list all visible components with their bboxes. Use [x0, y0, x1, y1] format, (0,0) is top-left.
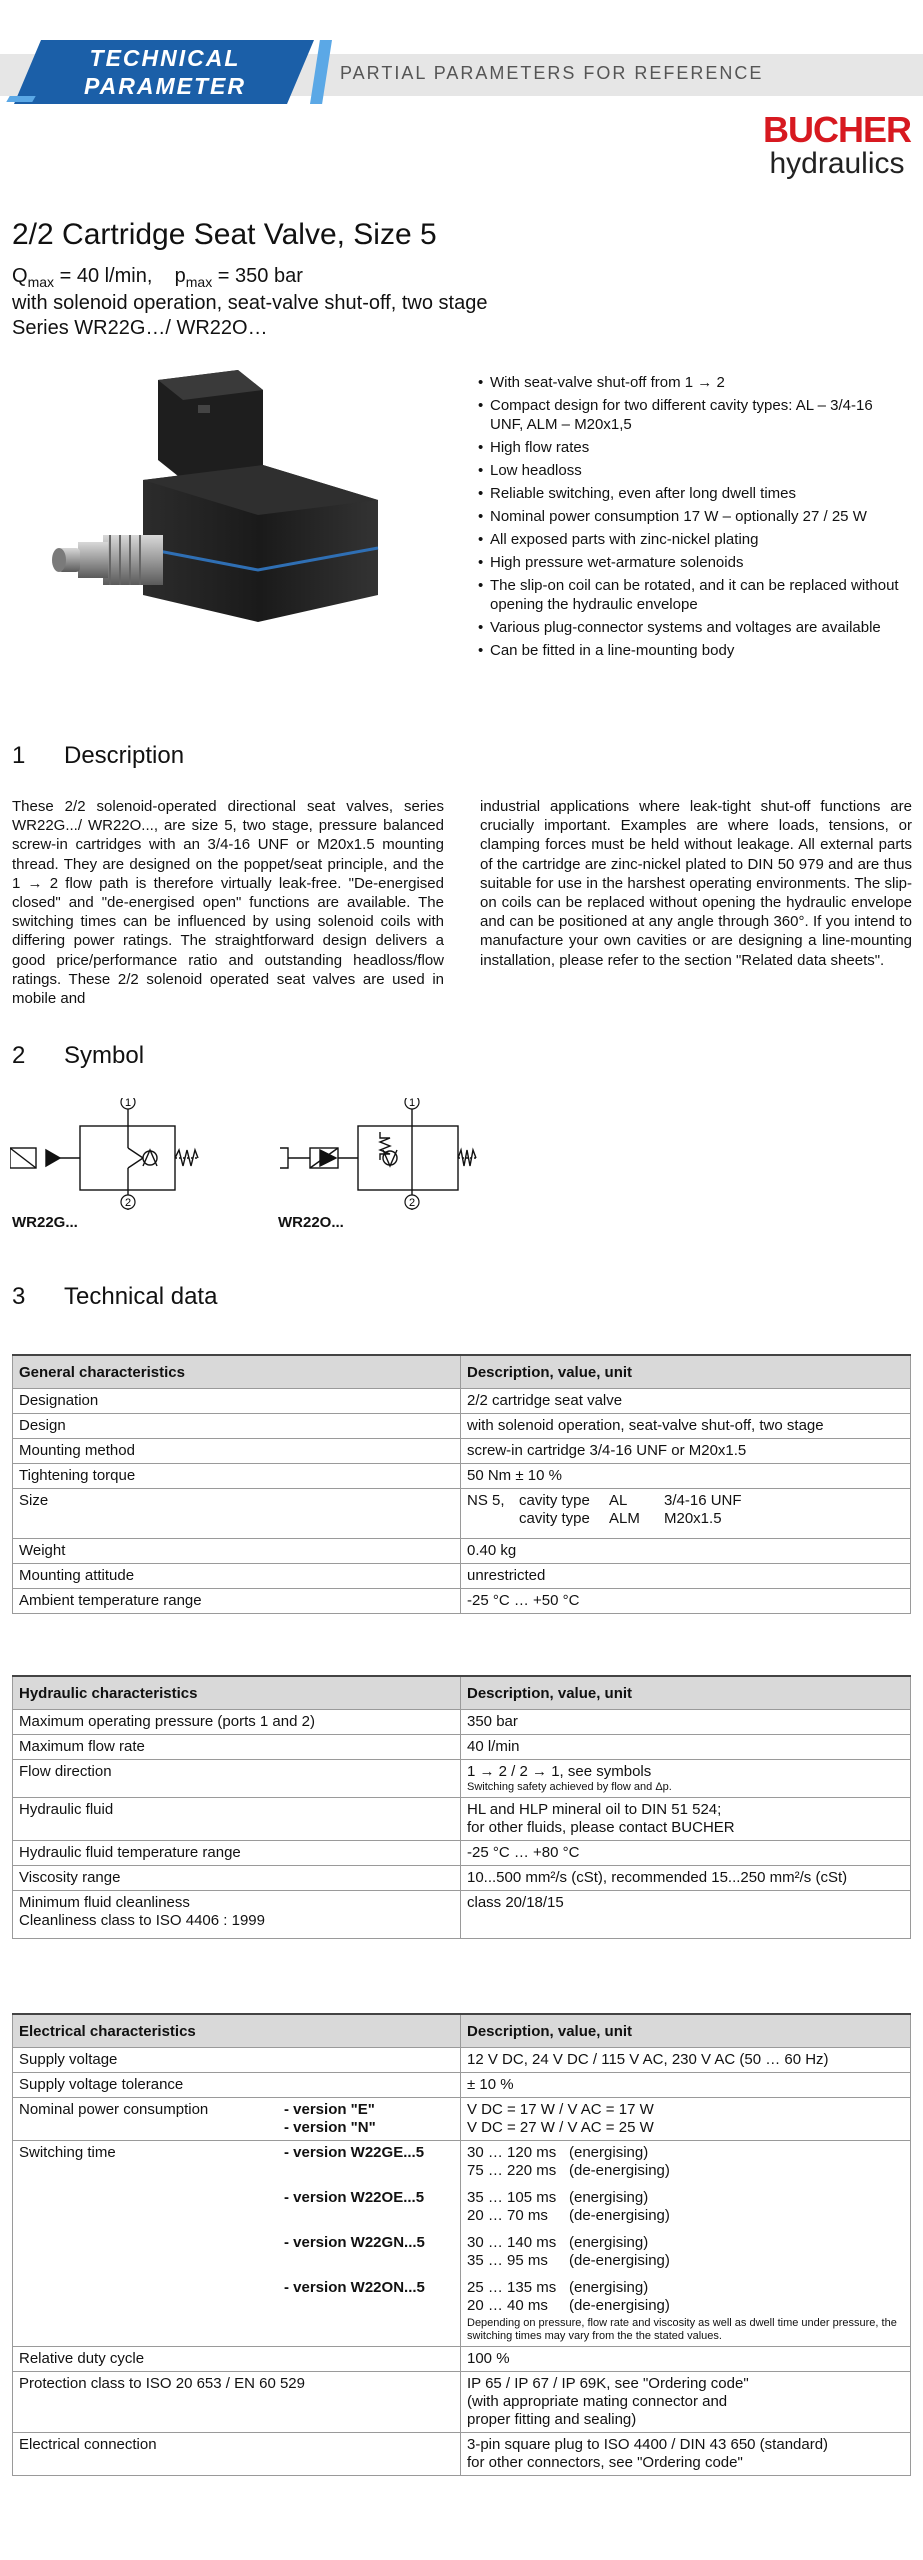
de-energising-word: (de-energising)	[569, 2207, 670, 2224]
table-cell-label: Mounting attitude	[13, 1564, 461, 1589]
protection-line-3: proper fitting and sealing)	[467, 2411, 637, 2428]
power-version-e: - version "E"	[284, 2101, 375, 2118]
switch-de-energising: 35 … 95 ms	[467, 2252, 548, 2269]
table-header-cell: General characteristics	[13, 1355, 461, 1389]
table-cell-value	[461, 1489, 911, 1539]
switch-version: - version W22GN...5	[284, 2234, 425, 2251]
table-row	[13, 2141, 911, 2347]
table-row	[13, 1798, 911, 1841]
cavity-al: AL	[609, 1492, 628, 1509]
table-header-cell: Description, value, unit	[461, 2014, 911, 2048]
port-1-label: 1	[408, 1098, 416, 1109]
table-row	[13, 2073, 911, 2098]
energising-word: (energising)	[569, 2279, 649, 2296]
cavity-alm: ALM	[609, 1510, 640, 1527]
cavity-alm-value: M20x1.5	[664, 1510, 722, 1527]
table-cell-label: Size	[13, 1489, 461, 1539]
q-label: Q	[12, 265, 28, 287]
symbol-wr22g	[10, 1098, 200, 1213]
feature-item: • Various plug-connector systems and voltages are available	[478, 618, 908, 637]
table-cell-value: ± 10 %	[461, 2073, 911, 2098]
switch-version: - version W22GE...5	[284, 2144, 425, 2161]
switch-version: - version W22ON...5	[284, 2279, 425, 2296]
table-cell-value	[461, 1760, 911, 1798]
table-cell-label: Protection class to ISO 20 653 / EN 60 529	[13, 2372, 461, 2433]
logo-bottom: hydraulics	[769, 147, 905, 180]
section-number: 2	[12, 1042, 26, 1069]
feature-item: • Nominal power consumption 17 W – optionally 27 / 25 W	[478, 507, 908, 526]
cleanliness-label-1: Minimum fluid cleanliness	[19, 1894, 190, 1911]
badge-line-1: TECHNICAL	[89, 45, 241, 71]
power-value-n: V DC = 27 W / V AC = 25 W	[467, 2119, 654, 2136]
switch-energising: 25 … 135 ms	[467, 2279, 557, 2296]
electrical-characteristics-table	[12, 2013, 911, 2476]
logo-top: BUCHER	[762, 109, 911, 150]
series-line: Series WR22G…/ WR22O…	[12, 317, 268, 339]
power-versions	[284, 2101, 454, 2137]
flow-direction-note: Switching safety achieved by flow and Δp.	[467, 1781, 672, 1793]
table-cell-label	[13, 2098, 461, 2141]
feature-item: • The slip-on coil can be rotated, and it can be replaced without opening the hydraulic envelope	[478, 576, 908, 614]
table-cell-label: Electrical connection	[13, 2433, 461, 2476]
table-row	[13, 1589, 911, 1614]
feature-item: • High pressure wet-armature solenoids	[478, 553, 908, 572]
table-row	[13, 2347, 911, 2372]
table-cell-value: 0.40 kg	[461, 1539, 911, 1564]
bucher-logo	[762, 109, 911, 180]
table-cell-value: screw-in cartridge 3/4-16 UNF or M20x1.5	[461, 1439, 911, 1464]
table-row	[13, 1891, 911, 1939]
table-row	[13, 1760, 911, 1798]
section-heading-technical	[12, 1283, 217, 1311]
table-row	[13, 2048, 911, 2073]
table-cell-value: 12 V DC, 24 V DC / 115 V AC, 230 V AC (50 … 60 Hz)	[461, 2048, 911, 2073]
switching-note: Depending on pressure, flow rate and viscosity as well as dwell time under pressure, the switching times may vary from the the stated values.	[467, 2317, 897, 2342]
port-2-label: 2	[408, 1197, 416, 1209]
p-label: p	[174, 265, 186, 287]
section-number: 3	[12, 1283, 26, 1310]
table-cell-label: Supply voltage tolerance	[13, 2073, 461, 2098]
switching-label: Switching time	[19, 2144, 116, 2161]
table-cell-value	[461, 2372, 911, 2433]
table-header-cell: Hydraulic characteristics	[13, 1676, 461, 1710]
switching-versions	[284, 2144, 454, 2324]
symbol-label-o: WR22O...	[278, 1214, 344, 1231]
table-cell-value: 350 bar	[461, 1710, 911, 1735]
feature-item: • Low headloss	[478, 461, 908, 480]
section-title: Description	[64, 742, 185, 769]
de-energising-word: (de-energising)	[569, 2162, 670, 2179]
table-cell-value	[461, 2098, 911, 2141]
feature-list	[478, 373, 908, 664]
cavity-type-label: cavity type	[519, 1492, 590, 1509]
table-cell-label: Maximum operating pressure (ports 1 and 2)	[13, 1710, 461, 1735]
table-header-cell: Description, value, unit	[461, 1676, 911, 1710]
q-value: = 40 l/min,	[59, 265, 153, 287]
switch-de-energising: 20 … 70 ms	[467, 2207, 548, 2224]
energising-word: (energising)	[569, 2144, 649, 2161]
section-number: 1	[12, 742, 26, 769]
switch-energising: 30 … 140 ms	[467, 2234, 557, 2251]
table-cell-value: -25 °C … +80 °C	[461, 1841, 911, 1866]
cleanliness-label-2: Cleanliness class to ISO 4406 : 1999	[19, 1912, 265, 1929]
table-row	[13, 2433, 911, 2476]
table-cell-label: Mounting method	[13, 1439, 461, 1464]
switch-version: - version W22OE...5	[284, 2189, 425, 2206]
switch-de-energising: 20 … 40 ms	[467, 2297, 548, 2314]
switch-energising: 30 … 120 ms	[467, 2144, 557, 2161]
flow-direction: 1 → 2 / 2 → 1, see symbols	[467, 1763, 652, 1780]
de-energising-word: (de-energising)	[569, 2252, 670, 2269]
table-row	[13, 2372, 911, 2433]
feature-item: • Compact design for two different cavity types: AL – 3/4-16 UNF, ALM – M20x1,5	[478, 396, 908, 434]
table-cell-label: Weight	[13, 1539, 461, 1564]
table-row	[13, 1439, 911, 1464]
table-cell-value: 10...500 mm²/s (cSt), recommended 15...250 mm²/s (cSt)	[461, 1866, 911, 1891]
table-cell-label: Tightening torque	[13, 1464, 461, 1489]
section-title: Technical data	[64, 1283, 218, 1310]
table-row	[13, 1464, 911, 1489]
table-row	[13, 1735, 911, 1760]
spec-line	[12, 265, 303, 290]
table-header	[13, 1676, 911, 1710]
table-cell-label: Relative duty cycle	[13, 2347, 461, 2372]
switch-de-energising: 75 … 220 ms	[467, 2162, 557, 2179]
table-cell-value: -25 °C … +50 °C	[461, 1589, 911, 1614]
header-badge-title	[40, 44, 290, 100]
table-cell-label: Supply voltage	[13, 2048, 461, 2073]
table-cell-value: 50 Nm ± 10 %	[461, 1464, 911, 1489]
table-header	[13, 1355, 911, 1389]
spec-line-2: with solenoid operation, seat-valve shut-off, two stage	[12, 292, 488, 314]
switch-energising: 35 … 105 ms	[467, 2189, 557, 2206]
feature-item: • Reliable switching, even after long dwell times	[478, 484, 908, 503]
table-row	[13, 1414, 911, 1439]
feature-item: • All exposed parts with zinc-nickel plating	[478, 530, 908, 549]
protection-line-1: IP 65 / IP 67 / IP 69K, see "Ordering code"	[467, 2375, 749, 2392]
table-cell-value: 40 l/min	[461, 1735, 911, 1760]
table-cell-label	[13, 2141, 461, 2347]
valve-product-image	[48, 360, 388, 650]
table-cell-value	[461, 1798, 911, 1841]
hydraulic-characteristics-table	[12, 1675, 911, 1939]
table-row	[13, 1489, 911, 1539]
power-version-n: - version "N"	[284, 2119, 376, 2136]
power-value-e: V DC = 17 W / V AC = 17 W	[467, 2101, 654, 2118]
cavity-type-label: cavity type	[519, 1510, 590, 1527]
table-header	[13, 2014, 911, 2048]
table-cell-label	[13, 1891, 461, 1939]
feature-item: • With seat-valve shut-off from 1 → 2	[478, 373, 908, 392]
description-left: These 2/2 solenoid-operated directional seat valves, series WR22G.../ WR22O..., are size 5, two stage, pressure balanced screw-in cartridges with an 3/4-16 UNF or M20x1.5 mounting thread. They are designed on the poppet/seat principle, and the 1 → 2 flow path is therefore virtually leak-free. "De-energised closed" and "de-energised open" functions are available. The switching times can be influenced by using solenoid coils with differing power ratings. The straightforward design delivers a good price/performance ratio and outstanding headloss/flow ratings. These 2/2 solenoid operated seat valves are used in mobile and	[12, 798, 444, 1008]
q-sub: max	[27, 274, 55, 290]
protection-line-2: (with appropriate mating connector and	[467, 2393, 728, 2410]
energising-word: (energising)	[569, 2189, 649, 2206]
table-header-cell: Electrical characteristics	[13, 2014, 461, 2048]
table-cell-label: Design	[13, 1414, 461, 1439]
feature-item: • Can be fitted in a line-mounting body	[478, 641, 908, 660]
table-row	[13, 1389, 911, 1414]
table-cell-label: Designation	[13, 1389, 461, 1414]
table-row	[13, 1539, 911, 1564]
connection-line-1: 3-pin square plug to ISO 4400 / DIN 43 650 (standard)	[467, 2436, 829, 2453]
header-subtitle: PARTIAL PARAMETERS FOR REFERENCE	[340, 63, 764, 83]
table-cell-value: class 20/18/15	[461, 1891, 911, 1939]
table-cell-value: with solenoid operation, seat-valve shut-off, two stage	[461, 1414, 911, 1439]
p-sub: max	[185, 274, 213, 290]
table-cell-value	[461, 2433, 911, 2476]
port-1-label: 1	[124, 1098, 132, 1109]
section-heading-symbol	[12, 1042, 144, 1070]
port-2-label: 2	[124, 1197, 132, 1209]
table-row	[13, 1841, 911, 1866]
section-heading-description	[12, 742, 184, 770]
energising-word: (energising)	[569, 2234, 649, 2251]
table-cell-label: Ambient temperature range	[13, 1589, 461, 1614]
table-row	[13, 1866, 911, 1891]
table-header-cell: Description, value, unit	[461, 1355, 911, 1389]
table-cell-value	[461, 2141, 911, 2347]
table-cell-label: Viscosity range	[13, 1866, 461, 1891]
table-row	[13, 1564, 911, 1589]
table-row	[13, 2098, 911, 2141]
size-ns: NS 5,	[467, 1492, 505, 1509]
cavity-al-value: 3/4-16 UNF	[664, 1492, 742, 1509]
fluid-line-1: HL and HLP mineral oil to DIN 51 524;	[467, 1801, 722, 1818]
power-label: Nominal power consumption	[19, 2101, 209, 2118]
description-right: industrial applications where leak-tight shut-off functions are crucially important. Examples are where loads, tensions, or clamping forces must be held without leakage. All external parts of the cartridge are zinc-nickel plated to DIN 50 979 and are thus suitable for use in the harshest operating environments. The slip-on coils can be replaced without opening the hydraulic envelope and can be positioned at any angle through 360°. If you intend to manufacture your own cavities or are designing a line-mounting installation, please refer to the section "Related data sheets".	[480, 798, 912, 969]
symbol-label-g: WR22G...	[12, 1214, 78, 1231]
feature-item: • High flow rates	[478, 438, 908, 457]
de-energising-word: (de-energising)	[569, 2297, 670, 2314]
section-title: Symbol	[64, 1042, 145, 1069]
badge-line-2: PARAMETER	[84, 73, 246, 99]
table-cell-label: Hydraulic fluid temperature range	[13, 1841, 461, 1866]
general-characteristics-table	[12, 1354, 911, 1614]
table-cell-label: Flow direction	[13, 1760, 461, 1798]
fluid-line-2: for other fluids, please contact BUCHER	[467, 1819, 735, 1836]
symbol-wr22o	[280, 1098, 480, 1213]
table-cell-value: 2/2 cartridge seat valve	[461, 1389, 911, 1414]
table-cell-value: unrestricted	[461, 1564, 911, 1589]
p-value: = 350 bar	[217, 265, 303, 287]
table-row	[13, 1710, 911, 1735]
page-title: 2/2 Cartridge Seat Valve, Size 5	[12, 218, 437, 251]
table-cell-label: Hydraulic fluid	[13, 1798, 461, 1841]
table-cell-value: 100 %	[461, 2347, 911, 2372]
header-badge-line	[6, 96, 35, 102]
table-cell-label: Maximum flow rate	[13, 1735, 461, 1760]
connection-line-2: for other connectors, see "Ordering code"	[467, 2454, 743, 2471]
